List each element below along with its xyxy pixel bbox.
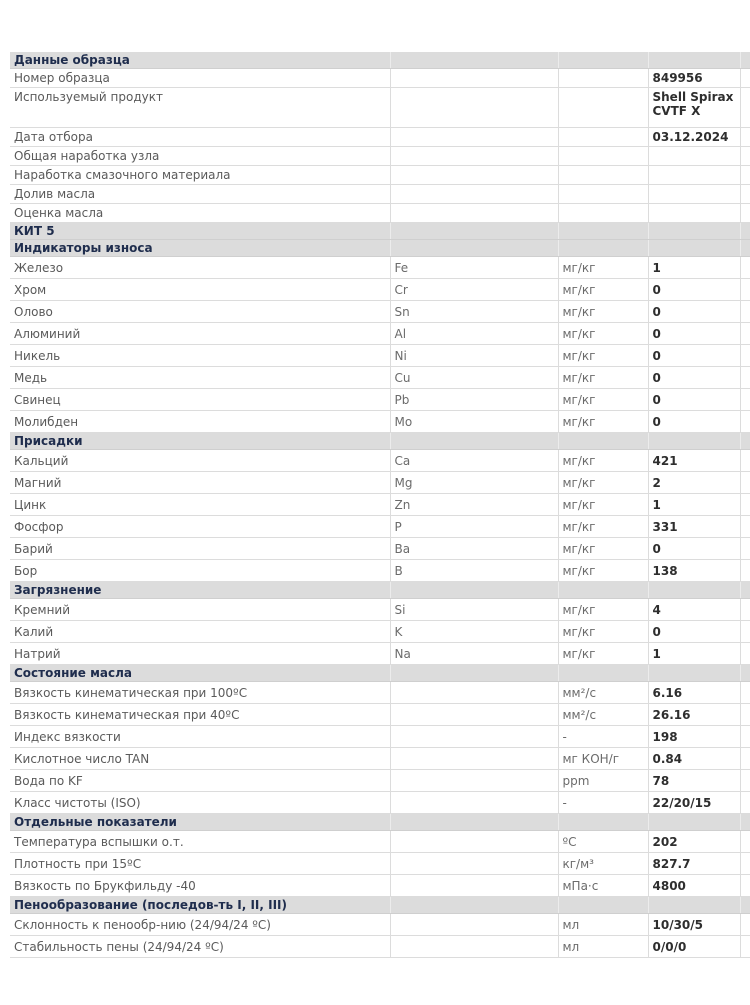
parameter-name: Номер образца [10,69,390,88]
table-row [10,472,750,494]
element-symbol [390,831,558,853]
parameter-name: Наработка смазочного материала [10,166,390,185]
section-header [10,240,750,257]
section-title: Состояние масла [10,665,390,682]
table-row [10,748,750,770]
unit-cell: мг/кг [558,389,648,411]
section-header-cell [390,52,558,69]
value-cell: 849956 [648,69,740,88]
unit-cell: мг/кг [558,367,648,389]
parameter-name: Железо [10,257,390,279]
unit-cell: мг/кг [558,301,648,323]
section-header-cell [740,240,750,257]
section-header-cell [558,223,648,240]
value-cell: 1 [648,643,740,665]
table-row [10,185,750,204]
value-cell: 6.16 [648,682,740,704]
element-symbol: Fe [390,257,558,279]
value-cell: 198 [648,726,740,748]
parameter-name: Стабильность пены (24/94/24 ºС) [10,936,390,958]
trailing-cell [740,279,750,301]
section-title: Присадки [10,433,390,450]
unit-cell: мм²/с [558,682,648,704]
trailing-cell [740,88,750,128]
unit-cell: мл [558,914,648,936]
trailing-cell [740,538,750,560]
trailing-cell [740,831,750,853]
value-cell: 26.16 [648,704,740,726]
parameter-name: Вязкость по Брукфильду -40 [10,875,390,897]
parameter-name: Бор [10,560,390,582]
element-symbol: Na [390,643,558,665]
section-header [10,665,750,682]
value-cell: 0 [648,345,740,367]
value-cell: 1 [648,257,740,279]
value-cell: 1 [648,494,740,516]
table-row [10,166,750,185]
value-cell: Shell Spirax CVTF X [648,88,740,128]
parameter-name: Олово [10,301,390,323]
table-row [10,257,750,279]
table-row [10,831,750,853]
element-symbol: Sn [390,301,558,323]
section-header-cell [648,52,740,69]
section-header-cell [390,433,558,450]
section-header-cell [390,582,558,599]
parameter-name: Калий [10,621,390,643]
element-symbol [390,875,558,897]
element-symbol [390,147,558,166]
parameter-name: Вязкость кинематическая при 40ºС [10,704,390,726]
table-row [10,770,750,792]
value-cell [648,166,740,185]
table-row [10,538,750,560]
value-cell [648,185,740,204]
unit-cell [558,69,648,88]
trailing-cell [740,516,750,538]
element-symbol: K [390,621,558,643]
section-header-cell [740,223,750,240]
parameter-name: Индекс вязкости [10,726,390,748]
section-header [10,52,750,69]
value-cell [648,147,740,166]
section-header [10,897,750,914]
value-cell: 0 [648,411,740,433]
trailing-cell [740,204,750,223]
unit-cell: мм²/с [558,704,648,726]
trailing-cell [740,599,750,621]
trailing-cell [740,914,750,936]
trailing-cell [740,726,750,748]
element-symbol [390,682,558,704]
unit-cell [558,185,648,204]
unit-cell: - [558,792,648,814]
parameter-name: Никель [10,345,390,367]
value-cell: 138 [648,560,740,582]
section-title: Загрязнение [10,582,390,599]
value-cell: 4 [648,599,740,621]
section-header-cell [390,665,558,682]
unit-cell [558,204,648,223]
trailing-cell [740,770,750,792]
value-cell: 0 [648,621,740,643]
element-symbol: Ca [390,450,558,472]
element-symbol: Cu [390,367,558,389]
section-header-cell [558,665,648,682]
value-cell: 0 [648,538,740,560]
parameter-name: Барий [10,538,390,560]
parameter-name: Плотность при 15ºС [10,853,390,875]
section-header-cell [558,897,648,914]
unit-cell: мг/кг [558,621,648,643]
parameter-name: Дата отбора [10,128,390,147]
parameter-name: Медь [10,367,390,389]
section-header-cell [390,897,558,914]
trailing-cell [740,875,750,897]
value-cell: 202 [648,831,740,853]
trailing-cell [740,345,750,367]
value-cell: 0.84 [648,748,740,770]
value-cell: 0 [648,301,740,323]
parameter-name: Молибден [10,411,390,433]
element-symbol [390,748,558,770]
value-cell: 0/0/0 [648,936,740,958]
section-header-cell [558,433,648,450]
table-row [10,853,750,875]
parameter-name: Натрий [10,643,390,665]
section-header-cell [648,433,740,450]
section-header [10,582,750,599]
section-header-cell [740,897,750,914]
table-row [10,301,750,323]
parameter-name: Свинец [10,389,390,411]
value-cell: 10/30/5 [648,914,740,936]
trailing-cell [740,257,750,279]
value-cell: 2 [648,472,740,494]
table-row [10,345,750,367]
element-symbol: Zn [390,494,558,516]
parameter-name: Температура вспышки о.т. [10,831,390,853]
trailing-cell [740,450,750,472]
trailing-cell [740,166,750,185]
section-title: Индикаторы износа [10,240,390,257]
element-symbol [390,770,558,792]
parameter-name: Вязкость кинематическая при 100ºС [10,682,390,704]
unit-cell: мПа·с [558,875,648,897]
element-symbol [390,853,558,875]
parameter-name: Долив масла [10,185,390,204]
unit-cell: ppm [558,770,648,792]
analysis-table [10,52,750,958]
element-symbol [390,88,558,128]
table-row [10,560,750,582]
trailing-cell [740,147,750,166]
unit-cell [558,147,648,166]
trailing-cell [740,704,750,726]
unit-cell: мг/кг [558,323,648,345]
table-row [10,204,750,223]
trailing-cell [740,936,750,958]
section-header-cell [648,814,740,831]
element-symbol: Mo [390,411,558,433]
value-cell: 827.7 [648,853,740,875]
trailing-cell [740,411,750,433]
element-symbol [390,726,558,748]
trailing-cell [740,472,750,494]
element-symbol [390,914,558,936]
unit-cell: кг/м³ [558,853,648,875]
parameter-name: Вода по KF [10,770,390,792]
trailing-cell [740,185,750,204]
unit-cell: мг/кг [558,643,648,665]
element-symbol [390,166,558,185]
section-title: КИТ 5 [10,223,390,240]
element-symbol: B [390,560,558,582]
trailing-cell [740,494,750,516]
table-row [10,411,750,433]
table-row [10,323,750,345]
value-cell: 4800 [648,875,740,897]
table-row [10,88,750,128]
element-symbol [390,69,558,88]
parameter-name: Общая наработка узла [10,147,390,166]
value-cell: 421 [648,450,740,472]
trailing-cell [740,323,750,345]
trailing-cell [740,853,750,875]
element-symbol [390,128,558,147]
element-symbol: Cr [390,279,558,301]
section-header-cell [558,240,648,257]
unit-cell: мг/кг [558,560,648,582]
parameter-name: Кальций [10,450,390,472]
table-row [10,147,750,166]
oil-analysis-report [10,52,750,958]
trailing-cell [740,560,750,582]
parameter-name: Алюминий [10,323,390,345]
value-cell: 22/20/15 [648,792,740,814]
table-row [10,69,750,88]
trailing-cell [740,621,750,643]
value-cell: 78 [648,770,740,792]
element-symbol: Ni [390,345,558,367]
trailing-cell [740,643,750,665]
parameter-name: Используемый продукт [10,88,390,128]
value-cell: 331 [648,516,740,538]
parameter-name: Класс чистоты (ISO) [10,792,390,814]
element-symbol: P [390,516,558,538]
table-row [10,643,750,665]
element-symbol [390,704,558,726]
element-symbol: Ba [390,538,558,560]
element-symbol: Al [390,323,558,345]
unit-cell: мг/кг [558,345,648,367]
element-symbol [390,185,558,204]
trailing-cell [740,389,750,411]
section-title: Данные образца [10,52,390,69]
unit-cell: мг/кг [558,599,648,621]
unit-cell: мг/кг [558,411,648,433]
section-header-cell [740,814,750,831]
section-header-cell [648,223,740,240]
section-header-cell [558,582,648,599]
table-row [10,450,750,472]
section-title: Пенообразование (последов-ть I, II, III) [10,897,390,914]
table-row [10,792,750,814]
section-title: Отдельные показатели [10,814,390,831]
section-header-cell [740,52,750,69]
table-row [10,914,750,936]
parameter-name: Фосфор [10,516,390,538]
value-cell: 0 [648,389,740,411]
unit-cell: мг/кг [558,472,648,494]
value-cell: 0 [648,367,740,389]
unit-cell: мг/кг [558,516,648,538]
table-row [10,599,750,621]
table-row [10,875,750,897]
unit-cell: мг/кг [558,450,648,472]
parameter-name: Магний [10,472,390,494]
trailing-cell [740,792,750,814]
section-header-cell [740,433,750,450]
trailing-cell [740,748,750,770]
element-symbol: Mg [390,472,558,494]
parameter-name: Кремний [10,599,390,621]
parameter-name: Кислотное число TAN [10,748,390,770]
parameter-name: Цинк [10,494,390,516]
section-header-cell [648,665,740,682]
value-cell: 0 [648,323,740,345]
section-header [10,223,750,240]
section-header-cell [390,814,558,831]
section-header-cell [740,582,750,599]
element-symbol: Si [390,599,558,621]
section-header-cell [390,240,558,257]
table-row [10,682,750,704]
section-header-cell [648,240,740,257]
table-row [10,367,750,389]
parameter-name: Оценка масла [10,204,390,223]
unit-cell [558,128,648,147]
table-row [10,389,750,411]
table-row [10,704,750,726]
unit-cell: мг КОН/г [558,748,648,770]
trailing-cell [740,301,750,323]
section-header [10,814,750,831]
value-cell [648,204,740,223]
unit-cell: мг/кг [558,538,648,560]
unit-cell [558,88,648,128]
trailing-cell [740,69,750,88]
table-row [10,128,750,147]
section-header [10,433,750,450]
table-row [10,936,750,958]
section-header-cell [648,582,740,599]
trailing-cell [740,128,750,147]
value-cell: 0 [648,279,740,301]
table-row [10,516,750,538]
unit-cell: - [558,726,648,748]
table-row [10,726,750,748]
unit-cell [558,166,648,185]
value-cell: 03.12.2024 [648,128,740,147]
unit-cell: мг/кг [558,279,648,301]
section-header-cell [390,223,558,240]
section-header-cell [740,665,750,682]
table-row [10,279,750,301]
unit-cell: мг/кг [558,494,648,516]
unit-cell: мл [558,936,648,958]
table-row [10,621,750,643]
trailing-cell [740,367,750,389]
unit-cell: ºС [558,831,648,853]
element-symbol [390,792,558,814]
unit-cell: мг/кг [558,257,648,279]
table-row [10,494,750,516]
element-symbol [390,936,558,958]
parameter-name: Склонность к пенообр-нию (24/94/24 ºС) [10,914,390,936]
trailing-cell [740,682,750,704]
element-symbol [390,204,558,223]
parameter-name: Хром [10,279,390,301]
section-header-cell [558,814,648,831]
section-header-cell [558,52,648,69]
element-symbol: Pb [390,389,558,411]
section-header-cell [648,897,740,914]
